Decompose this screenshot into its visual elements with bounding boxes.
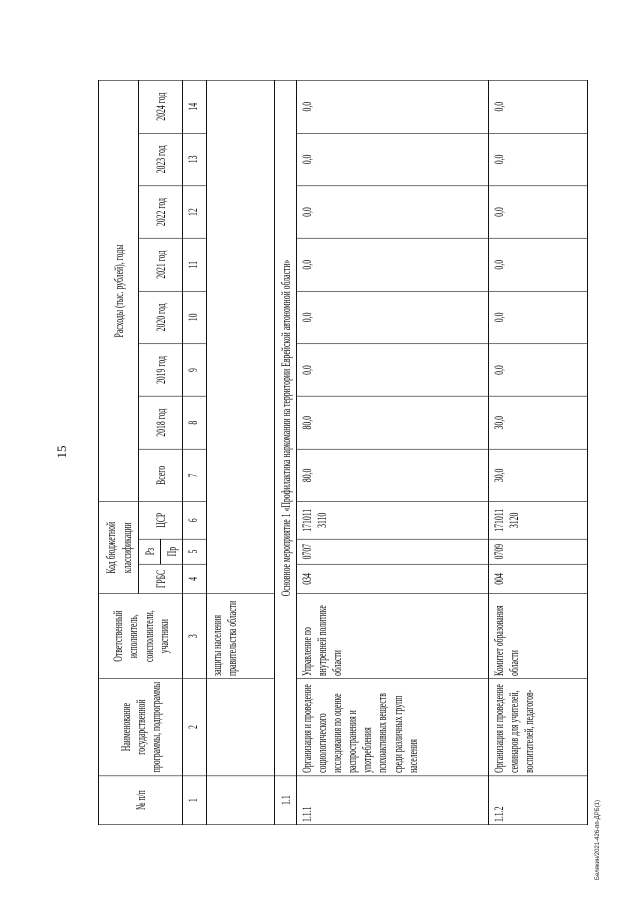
header-total: Всего	[139, 449, 183, 502]
row-executor: Управление по внутренней политике области	[297, 594, 489, 679]
header-expenses: Расходы (тыс. рублей), годы	[99, 80, 139, 501]
header-year-2018: 2018 год	[139, 396, 183, 449]
section-title: Основное мероприятие 1 «Профилактика наркомании на территории Еврейской автономной области»	[275, 80, 297, 775]
row-year-2018: 30,0	[489, 396, 588, 449]
header-year-2019: 2019 год	[139, 344, 183, 397]
continuation-row	[207, 80, 275, 824]
section-no: 1.1	[275, 776, 297, 825]
row-rz-pr: 0709	[489, 539, 588, 564]
row-total: 80,0	[297, 449, 489, 502]
row-year-2022: 0,0	[489, 186, 588, 239]
header-pr: Пр	[161, 539, 183, 564]
table-row	[489, 80, 588, 824]
row-year-2021: 0,0	[489, 238, 588, 291]
row-no: 1.1.1	[297, 776, 489, 825]
table-row	[297, 80, 489, 824]
row-year-2023: 0,0	[489, 133, 588, 186]
row-grbs: 034	[297, 564, 489, 593]
header-year-2020: 2020 год	[139, 291, 183, 344]
column-number: 12	[183, 186, 207, 239]
header-budget-code: Код бюджетной классификации	[99, 502, 139, 594]
row-year-2023: 0,0	[297, 133, 489, 186]
column-number: 9	[183, 344, 207, 397]
row-name: Организация и проведение семинаров для учителей, воспитателей, педагогов-	[489, 679, 588, 776]
continuation-executor: защиты населения правительства области	[207, 594, 275, 679]
row-year-2020: 0,0	[297, 291, 489, 344]
column-number: 7	[183, 449, 207, 502]
row-no: 1.1.2	[489, 776, 588, 825]
column-number: 13	[183, 133, 207, 186]
header-year-2021: 2021 год	[139, 238, 183, 291]
row-total: 30,0	[489, 449, 588, 502]
header-year-2024: 2024 год	[139, 80, 183, 133]
row-executor: Комитет образования области	[489, 594, 588, 679]
header-no: № п/п	[99, 776, 183, 825]
header-year-2022: 2022 год	[139, 186, 183, 239]
row-grbs: 004	[489, 564, 588, 593]
header-grbs: ГРБС	[139, 564, 183, 593]
row-year-2020: 0,0	[489, 291, 588, 344]
expenses-table	[98, 80, 588, 825]
row-csr: 171011 3120	[489, 502, 588, 539]
section-row	[275, 80, 297, 824]
column-number: 2	[183, 679, 207, 776]
footer-code: Белякин/2021-426-пп-ДРБ(1)	[595, 800, 601, 880]
column-numbers-row	[183, 80, 207, 824]
row-rz-pr: 0707	[297, 539, 489, 564]
row-year-2022: 0,0	[297, 186, 489, 239]
page-number: 15	[54, 445, 69, 459]
header-rz: Рз	[139, 539, 161, 564]
column-number: 4	[183, 564, 207, 593]
row-year-2024: 0,0	[297, 80, 489, 133]
rotated-table-wrapper	[98, 80, 588, 825]
row-year-2021: 0,0	[297, 238, 489, 291]
column-number: 3	[183, 594, 207, 679]
header-name: Наименование государственной программы, подпрограммы	[99, 679, 183, 776]
column-number: 5	[183, 539, 207, 564]
header-executor: Ответственный исполнитель, соисполнители, участники	[99, 594, 183, 679]
row-name: Организация и проведение социологического исследования по оценке распространения и употребления психоактивных веществ среди различных групп населения	[297, 679, 489, 776]
column-number: 6	[183, 502, 207, 539]
column-number: 14	[183, 80, 207, 133]
header-year-2023: 2023 год	[139, 133, 183, 186]
column-number: 1	[183, 776, 207, 825]
row-year-2024: 0,0	[489, 80, 588, 133]
row-year-2019: 0,0	[489, 344, 588, 397]
column-number: 11	[183, 238, 207, 291]
column-number: 8	[183, 396, 207, 449]
row-csr: 171011 3110	[297, 502, 489, 539]
row-year-2018: 80,0	[297, 396, 489, 449]
header-csr: ЦСР	[139, 502, 183, 539]
row-year-2019: 0,0	[297, 344, 489, 397]
column-number: 10	[183, 291, 207, 344]
